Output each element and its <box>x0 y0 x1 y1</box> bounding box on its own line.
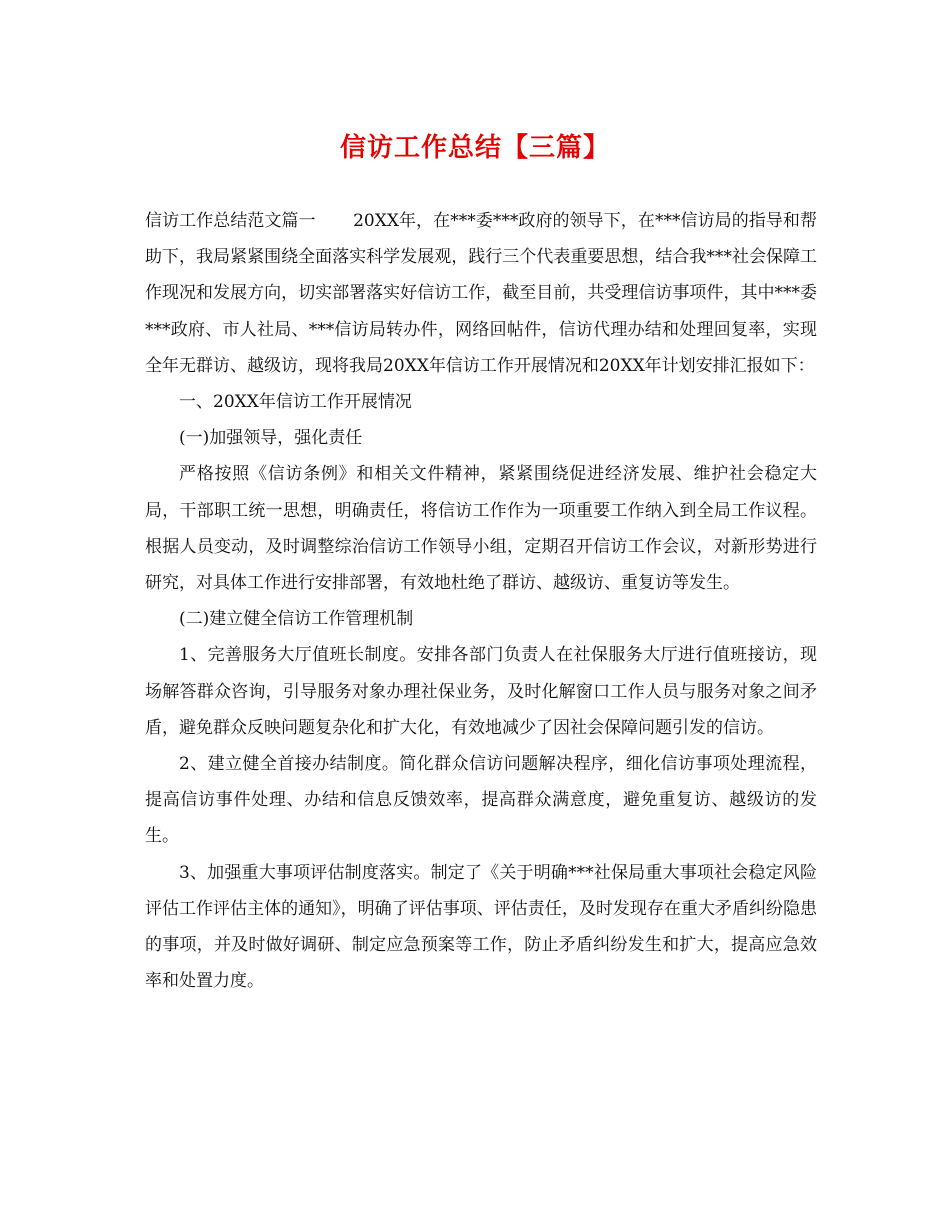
intro-label: 信访工作总结范文篇一 <box>145 211 316 231</box>
document-body <box>145 203 817 999</box>
intro-paragraph <box>145 203 817 384</box>
body-paragraph: 1、完善服务大厅值班长制度。安排各部门负责人在社保服务大厅进行值班接访，现场解答群众咨询，引导服务对象办理社保业务，及时化解窗口工作人员与服务对象之间矛盾，避免群众反映问题复杂化和扩大化，有效地减少了因社会保障问题引发的信访。 <box>145 645 817 738</box>
subsection-heading: (一)加强领导，强化责任 <box>179 428 363 449</box>
intro-text: 20XX年，在***委***政府的领导下，在***信访局的指导和帮助下，我局紧紧围绕全面落实科学发展观，践行三个代表重要思想，结合我***社会保障工作现况和发展方向，切实部署落实好信访工作，截至目前，共受理信访事项件，其中***委***政府、市人社局、***信访局转办件，网络回帖件，信访代理办结和处理回复率，实现全年无群访、越级访，现将我局20XX年信访工作开展情况和20XX年计划安排汇报如下： <box>145 211 817 376</box>
body-paragraph: 3、加强重大事项评估制度落实。制定了《关于明确***社保局重大事项社会稳定风险评估工作评估主体的通知》，明确了评估事项、评估责任，及时发现存在重大矛盾纠纷隐患的事项，并及时做好调研、制定应急预案等工作，防止矛盾纠纷发生和扩大，提高应急效率和处置力度。 <box>145 862 817 992</box>
document-title: 信访工作总结【三篇】 <box>339 133 610 163</box>
body-paragraph: 严格按照《信访条例》和相关文件精神，紧紧围绕促进经济发展、维护社会稳定大局，干部职工统一思想，明确责任，将信访工作作为一项重要工作纳入到全局工作议程。根据人员变动，及时调整综治信访工作领导小组，定期召开信访工作会议，对新形势进行研究，对具体工作进行安排部署，有效地杜绝了群访、越级访、重复访等发生。 <box>145 464 817 594</box>
body-paragraph: 2、建立健全首接办结制度。简化群众信访问题解决程序，细化信访事项处理流程，提高信访事件处理、办结和信息反馈效率，提高群众满意度，避免重复访、越级访的发生。 <box>145 754 817 847</box>
section-heading: 一、20XX年信访工作开展情况 <box>179 392 412 413</box>
subsection-heading: (二)建立健全信访工作管理机制 <box>179 609 414 630</box>
